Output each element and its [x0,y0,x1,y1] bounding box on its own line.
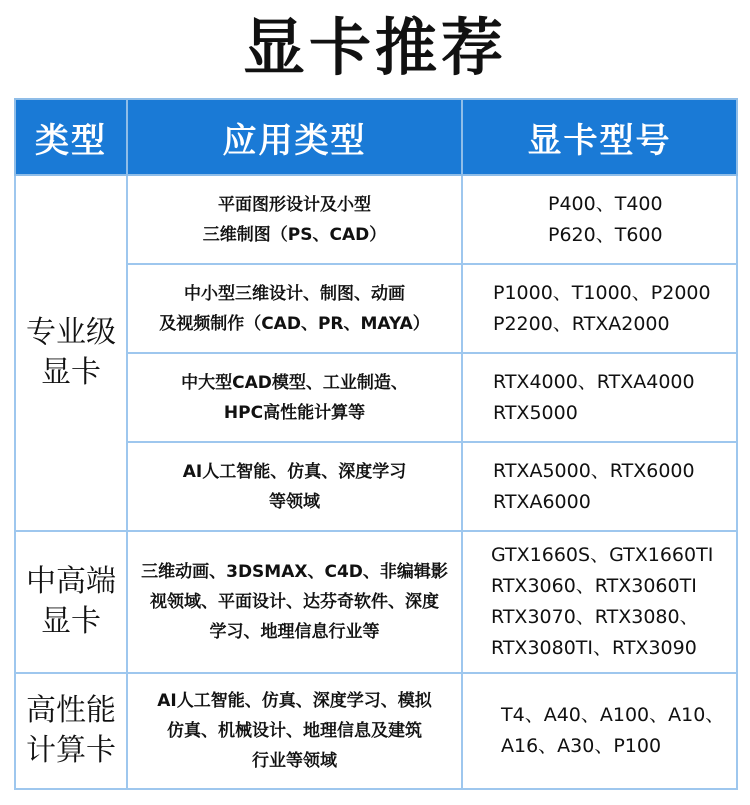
application-cell: 中小型三维设计、制图、动画 及视频制作（CAD、PR、MAYA） [127,264,462,353]
table-row [15,673,737,789]
type-cell-hpc-accelerator: 高性能 计算卡 [15,673,127,789]
header-type: 类型 [15,99,127,175]
application-cell: AI人工智能、仿真、深度学习、模拟 仿真、机械设计、地理信息及建筑 行业等领域 [127,673,462,789]
header-gpu-model: 显卡型号 [462,99,737,175]
table-row [15,175,737,264]
application-cell: 三维动画、3DSMAX、C4D、非编辑影 视领域、平面设计、达芬奇软件、深度 学习、地理信息行业等 [127,531,462,673]
type-cell-professional: 专业级 显卡 [15,175,127,531]
table-header-row [15,99,737,175]
table-row [15,531,737,673]
header-application: 应用类型 [127,99,462,175]
gpu-model-cell: P1000、T1000、P2000 P2200、RTXA2000 [462,264,737,353]
application-cell: AI人工智能、仿真、深度学习 等领域 [127,442,462,531]
gpu-model-cell: T4、A40、A100、A10、 A16、A30、P100 [462,673,737,789]
gpu-recommendation-table [14,98,738,790]
page-title: 显卡推荐 [242,11,507,84]
gpu-model-cell: P400、T400 P620、T600 [462,175,737,264]
type-cell-mid-high-end: 中高端 显卡 [15,531,127,673]
gpu-model-cell: RTX4000、RTXA4000 RTX5000 [462,353,737,442]
gpu-model-cell: RTXA5000、RTX6000 RTXA6000 [462,442,737,531]
application-cell: 平面图形设计及小型 三维制图（PS、CAD） [127,175,462,264]
gpu-model-cell: GTX1660S、GTX1660TI RTX3060、RTX3060TI RTX3070、RTX3080、 RTX3080TI、RTX3090 [462,531,737,673]
application-cell: 中大型CAD模型、工业制造、 HPC高性能计算等 [127,353,462,442]
